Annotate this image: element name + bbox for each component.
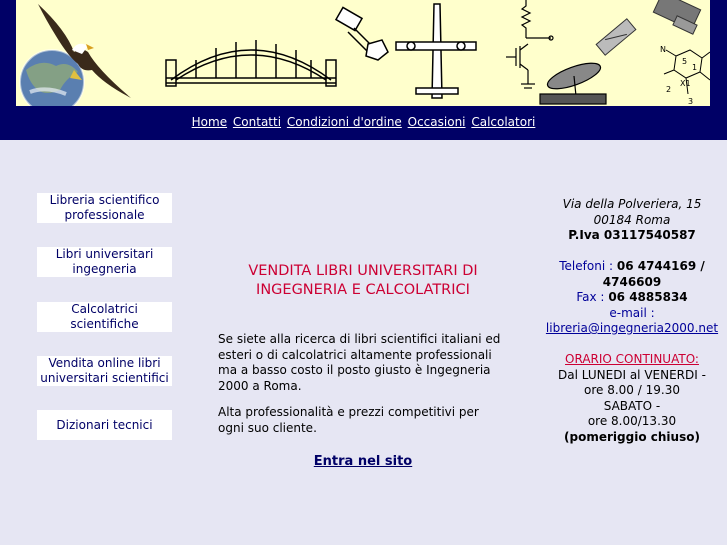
sidebar-item-libreria-scientifico[interactable] [37,193,172,223]
phone-value: 06 4744169 / 4746609 [602,259,705,289]
sidebar-item-label: Libreria scientifico professionale [49,193,160,222]
bolt-nut-icon [336,7,388,60]
arch-bridge-icon [166,40,336,86]
opening-hours-note: (pomeriggio chiuso) [564,429,700,444]
intro-paragraph: Se siete alla ricerca di libri scientifici italiani ed esteri o di calcolatrici altamente professionali ma a basso costo il posto giusto è Ingegneria 2000 a Roma. [218,332,501,393]
nav-condizioni-link[interactable]: Condizioni d'ordine [286,115,402,129]
chemical-structure-icon [660,45,710,106]
email-label: e-mail : [609,305,655,320]
sidebar-item-dizionari[interactable] [37,410,172,440]
svg-text:3: 3 [688,97,694,106]
nav-occasioni-link[interactable]: Occasioni [407,115,466,129]
opening-hours-line: ore 8.00/13.30 [587,414,677,428]
svg-text:5: 5 [682,57,688,66]
top-navigation [0,115,727,129]
address-line: Via della Polveriera, 15 [562,197,702,211]
svg-text:2: 2 [666,85,672,94]
nav-calcolatori-link[interactable]: Calcolatori [471,115,536,129]
opening-hours-line: ore 8.00 / 19.30 [584,383,680,397]
satellite-dish-icon [540,58,606,104]
opening-hours-title: ORARIO CONTINUATO: [565,352,699,366]
address-city: 00184 Roma [593,212,671,227]
sidebar-item-label: Dizionari tecnici [56,417,153,432]
sidebar-item-libri-universitari[interactable] [37,247,172,277]
nav-contatti-link[interactable]: Contatti [232,115,282,129]
intro-paragraph-2: Alta professionalità e prezzi competitivi per ogni suo cliente. [218,405,479,435]
nav-home-link[interactable]: Home [191,115,228,129]
sidebar-item-calcolatrici[interactable] [37,302,172,332]
sidebar-item-label: Vendita online libri universitari scientifici [40,356,169,385]
sidebar-item-vendita-online[interactable] [37,356,172,386]
sidebar-item-label: Libri universitari ingegneria [55,247,154,276]
vat-number: P.Iva 03117540587 [568,228,696,242]
svg-text:N: N [660,45,666,54]
fax-line [540,290,724,306]
phone-line [540,259,724,290]
opening-hours-line: SABATO - [603,398,661,413]
svg-text:1: 1 [692,63,698,72]
contact-block [540,197,724,445]
svg-text:X1: X1 [680,79,691,88]
transistor-circuit-icon [506,0,553,88]
header-banner [16,0,710,106]
opening-hours-line: Dal LUNEDI al VENERDI - [558,367,706,382]
email-link[interactable]: libreria@ingegneria2000.net [545,321,719,335]
site-header [0,0,727,140]
phone-label: Telefoni : [559,259,614,273]
airplane-icon [396,4,476,98]
page-headline: VENDITA LIBRI UNIVERSITARI DI INGEGNERIA E CALCOLATRICI [248,263,478,298]
sidebar-item-label: Calcolatrici scientifiche [70,302,139,331]
fax-label: Fax : [576,290,605,304]
fax-value: 06 4885834 [608,290,688,304]
enter-site-link[interactable]: Entra nel sito [313,454,413,469]
satellite-icon [596,0,701,55]
